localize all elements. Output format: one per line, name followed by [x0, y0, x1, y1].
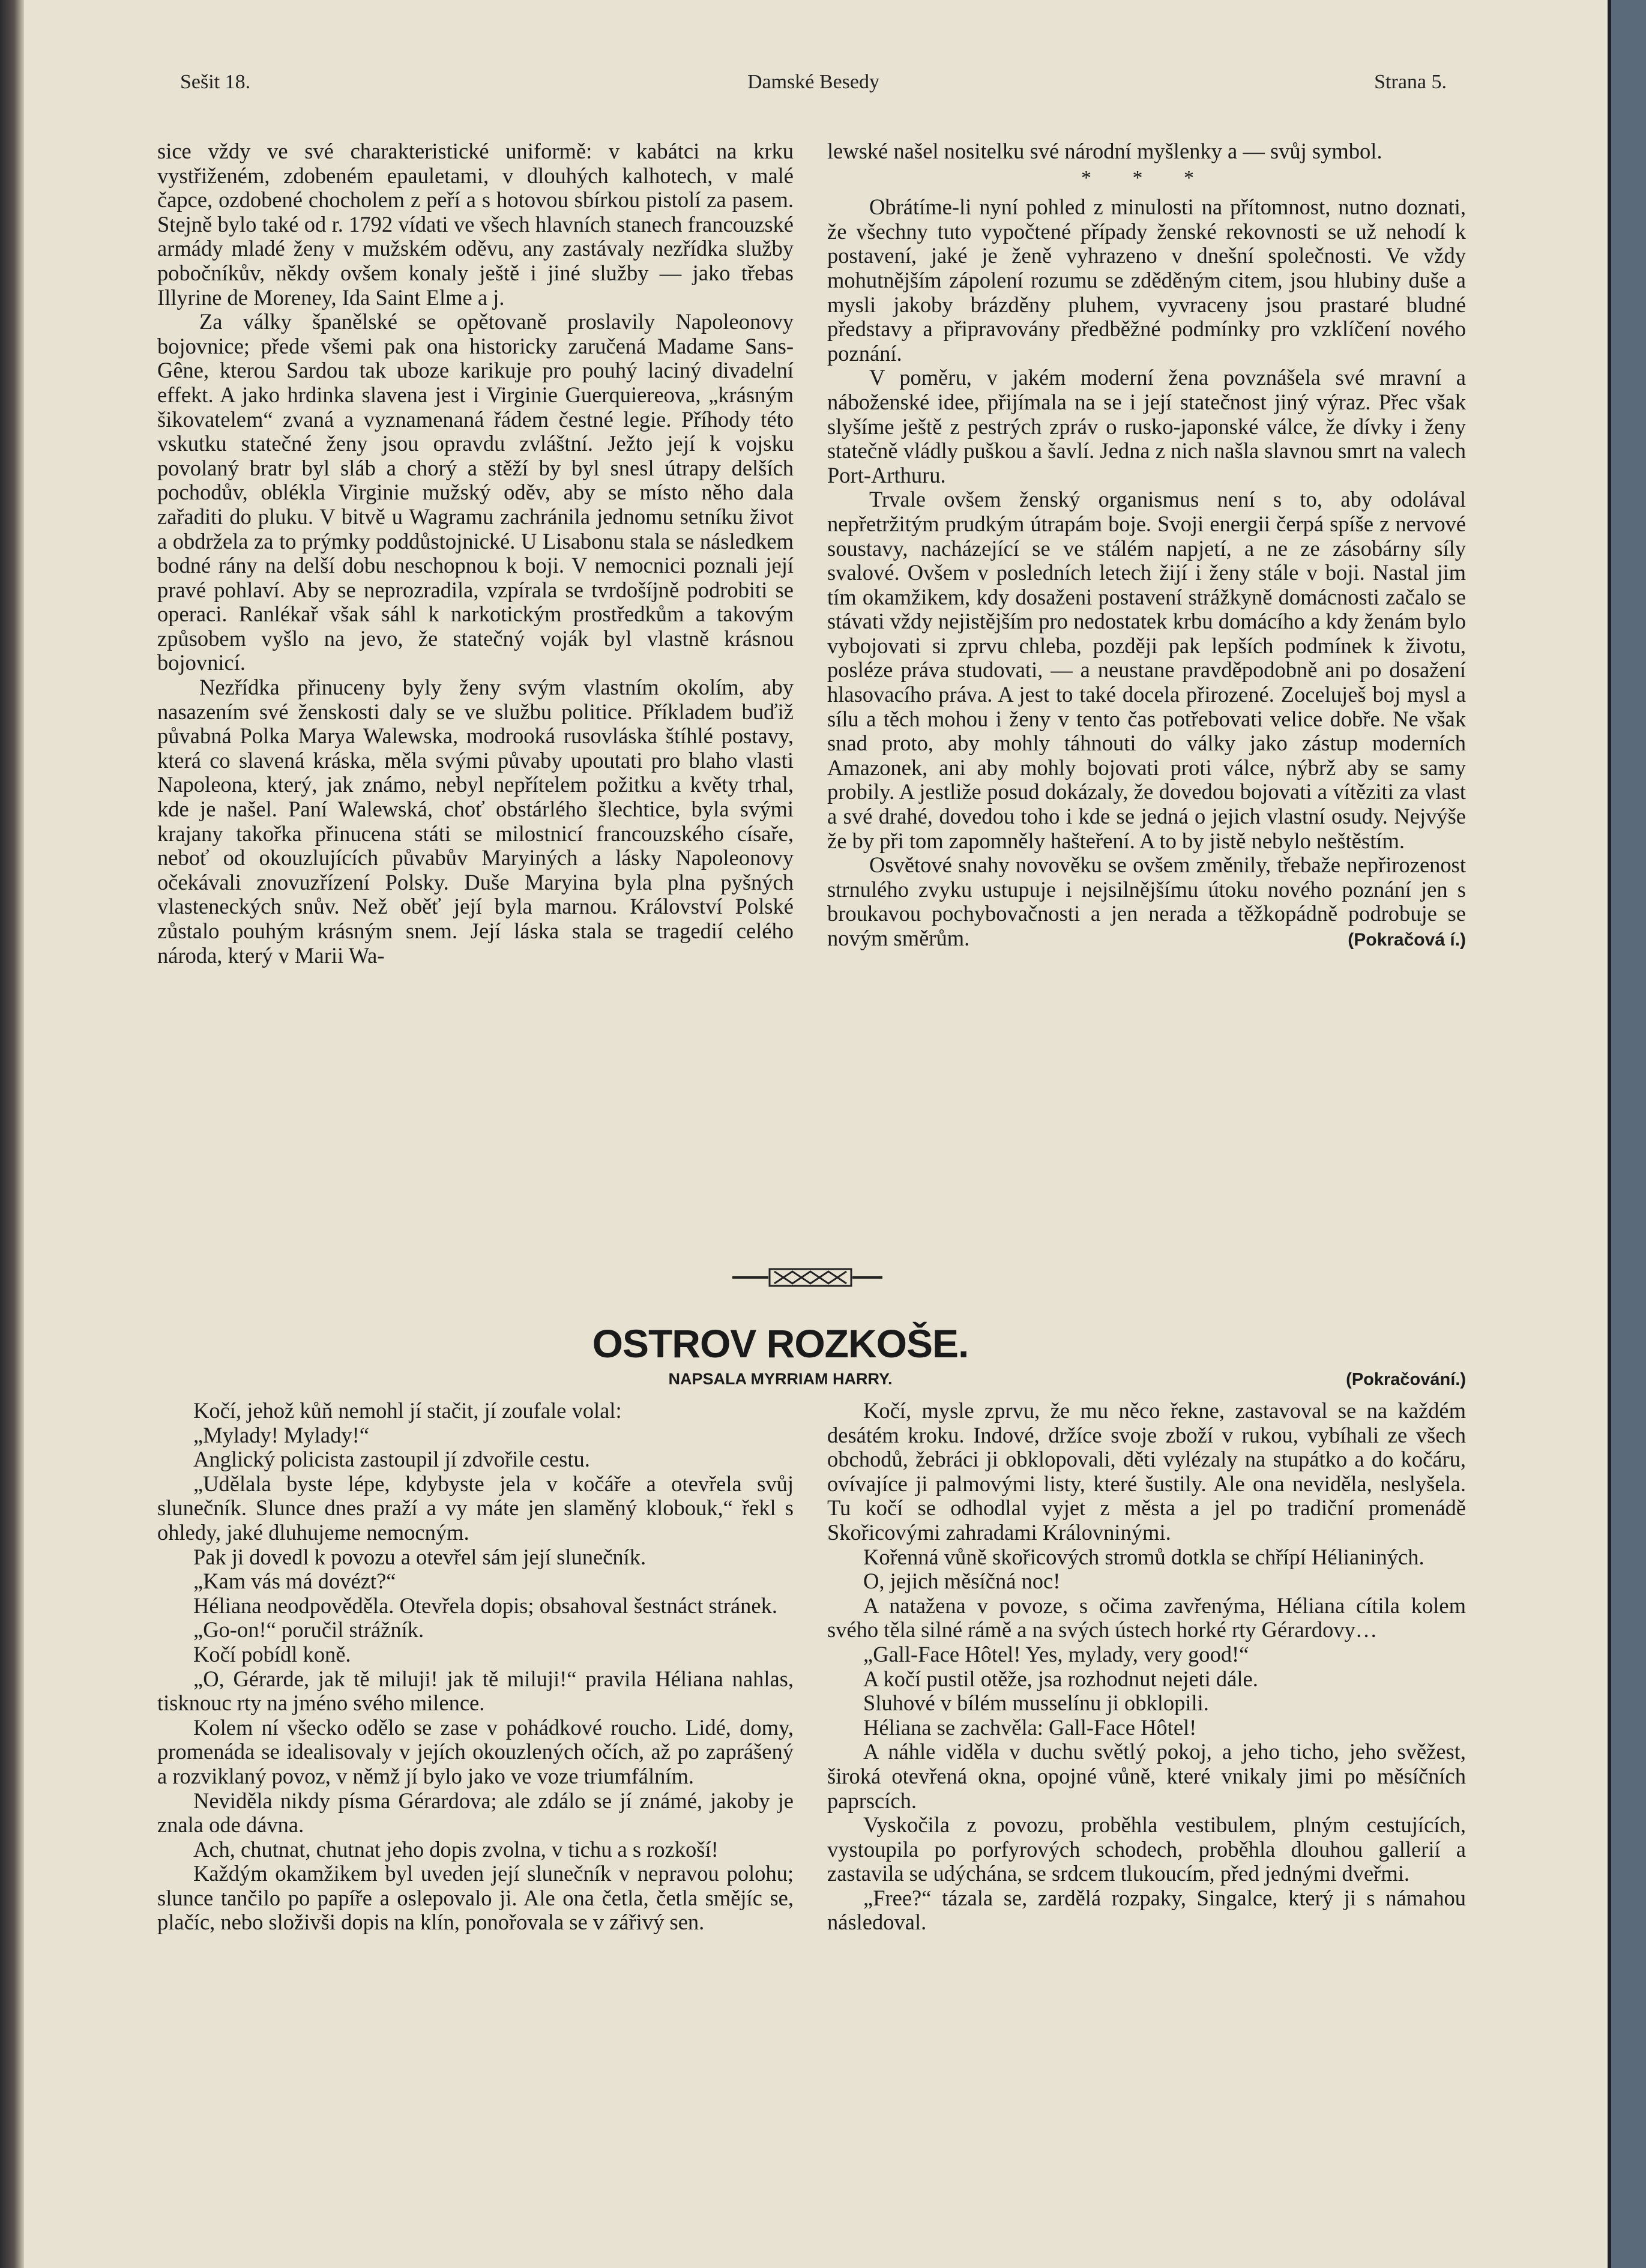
page-number: Strana 5.: [1374, 71, 1447, 93]
magazine-title: Damské Besedy: [747, 71, 879, 93]
paragraph: „Mylady! Mylady!“: [193, 1422, 369, 1447]
article-column-2: [827, 139, 1466, 952]
paragraph: O, jejich měsíčná noc!: [863, 1569, 1061, 1594]
paragraph: Každým okamžikem byl uveden její slunečník v nepravou polohu; slunce tančilo po papíře a oslepovalo ji. Ale ona četla, četla smějíc se, plačíc, nebo složivši dopis na klín, ponořovala se v zářivý sen.: [157, 1861, 794, 1935]
paragraph: „O, Gérarde, jak tě miluji! jak tě miluji!“ pravila Héliana nahlas, tisknouc rty na jméno svého milence.: [157, 1666, 794, 1716]
paragraph: Kořenná vůně skořicových stromů dotkla se chřípí Hélianiných.: [863, 1544, 1424, 1569]
running-header: [180, 71, 1447, 107]
paragraph: Nezřídka přinuceny byly ženy svým vlastním okolím, aby nasazením své ženskosti daly se ve službu politice. Příkladem buďiž půvabná Polka Marya Walewska, modrooká rusovláska štíhlé postavy, která co slavená kráska, měla svými půvaby upoutati pro blaho vlasti Napoleona, který, jak známo, nebyl nepřítelem požitku a květy trhal, kde je našel. Paní Walewská, choť obstárlého šlechtice, byla svými krajany takořka přinucena státi se milostnicí francouzského císaře, neboť od okouzlujících půvabův Maryiných a lásky Napoleonovy očekávali znovuzřízení Polsky. Duše Maryina byla plna pyšných vlasteneckých snův. Než oběť její byla marnou. Království Polské zůstalo pouhým krásným snem. Její láska stala se tragedií celého národa, který v Marii Wa-: [157, 675, 794, 968]
paragraph: lewské našel nositelku své národní myšlenky a — svůj symbol.: [827, 139, 1382, 163]
continuation-note: (Pokračová í.): [1348, 929, 1466, 950]
paragraph: sice vždy ve své charakteristické uniformě: v kabátci na krku vystřiženém, zdobeném epauletami, v dlouhých kalhotech, v malé čapce, ozdobené chocholem z peří a s hotovou sbírkou pistolí za pasem. Stejně bylo také od r. 1792 vídati ve všech hlavních stanech francouzské armády mladé ženy v mužském oděvu, any zastávaly nezřídka služby pobočníkův, někdy ovšem konaly ještě i jiné služby — jako třebas Illyrine de Moreney, Ida Saint Elme a j.: [157, 139, 794, 310]
page-edge: [1608, 0, 1646, 2268]
paragraph: Héliana neodpověděla. Otevřela dopis; obsahoval šestnáct stránek.: [193, 1593, 778, 1618]
paragraph: Anglický policista zastoupil jí zdvořile cestu.: [193, 1447, 590, 1472]
paragraph: „Gall-Face Hôtel! Yes, mylady, very good!“: [863, 1641, 1249, 1666]
story-continuation-note: (Pokračování.): [1346, 1370, 1466, 1389]
paragraph: Sluhové v bílém musselínu ji obklopili.: [863, 1690, 1209, 1716]
article-column-1: [157, 139, 794, 968]
paragraph: A natažena v povoze, s očima zavřenýma, Héliana cítila kolem svého těla silné rámě a na svých ústech horké rty Gérardovy…: [827, 1593, 1466, 1642]
story-byline: NAPSALA MYRRIAM HARRY.: [668, 1370, 893, 1388]
paragraph: Ach, chutnat, chutnat jeho dopis zvolna, v tichu a s rozkoší!: [193, 1836, 719, 1862]
paragraph: „Free?“ tázala se, zardělá rozpaky, Singalce, který ji s námahou následoval.: [827, 1885, 1466, 1935]
story-title: OSTROV ROZKOŠE.: [592, 1321, 969, 1366]
paragraph: „Go-on!“ poručil strážník.: [193, 1617, 424, 1642]
story-column-1: [157, 1399, 794, 1935]
story-column-2: [827, 1399, 1466, 1935]
paragraph: Kočí pobídl koně.: [193, 1641, 351, 1666]
paragraph: Trvale ovšem ženský organismus není s to, aby odolával nepřetržitým prudkým útrapám boje. Svoji energii čerpá spíše z nervové soustavy, nacházející se ve stálém napjetí, a ne ze zásobárny síly svalové. Ovšem v posledních letech žijí i ženy stále v boji. Nastal jim tím okamžikem, kdy dosaženi postavení strážkyně domácnosti začalo se stávati vždy nejistějším pro nedostatek krbu domácího a kdy ženám bylo vybojovati si zprvu chleba, později pak lepších podmínek k životu, posléze práva studovati, — a neustane pravděpodobně ani po dosažení hlasovacího práva. A jest to také docela přirozené. Zoceluješ boj mysl a sílu a těch mohou i ženy v tento čas potřebovati velice dobře. Ne však snad proto, aby mohly táhnouti do války jako zástup moderních Amazonek, ani aby mohly bojovati proti válce, nýbrž aby se samy probily. A jestliže posud dokázaly, že dovedou bojovati a vítěziti za vlast a své drahé, dovedou toho i kde se jedná o jejich vlastní osudy. Nejvýše že by při tom zapomněly hašteření. A to by jistě nebylo neštěstím.: [827, 487, 1466, 853]
paragraph: Osvětové snahy novověku se ovšem změnily, třebaže nepřirozenost strnulého zvyku ustupuje i nejsilnějšímu útoku nového poznání jen s broukavou pochybovačnosti a jen nerada a těžkopádně podrobuje se novým směrům.: [827, 852, 1466, 950]
paragraph: Obrátíme-li nyní pohled z minulosti na přítomnost, nutno doznati, že všechny tuto vypočtené případy ženské rekovnosti se už nehodí k postavení, jaké je ženě vyhrazeno v dnešní společnosti. Ve vždy mohutnějším zápolení rozumu se zděděným citem, jsou hlubiny duše a mysli jakoby brázděny pluhem, vyvraceny jsou prastaré bludné představy a připravovány předběžné podmínky pro vzklíčení nového poznání.: [827, 195, 1466, 366]
paragraph: Neviděla nikdy písma Gérardova; ale zdálo se jí známé, jakoby je znala ode dávna.: [157, 1788, 794, 1838]
section-break: * * *: [1081, 166, 1212, 189]
paragraph: „Udělala byste lépe, kdybyste jela v kočáře a otevřela svůj slunečník. Slunce dnes praží a vy máte jen slaměný klobouk,“ řekl s ohledy, jaké dluhujeme nemocným.: [157, 1471, 794, 1545]
book-spine: [0, 0, 24, 2268]
paragraph: Kolem ní všecko odělo se zase v pohádkové roucho. Lidé, domy, promenáda se idealisovaly v jejích okouzlených očích, až po zaprášený a rozviklaný povoz, v němž jí bylo jako ve voze triumfálním.: [157, 1715, 794, 1788]
paragraph: Pak ji dovedl k povozu a otevřel sám její slunečník.: [193, 1544, 647, 1569]
paragraph: A kočí pustil otěže, jsa rozhodnut nejeti dále.: [863, 1666, 1258, 1691]
paragraph: Héliana se zachvěla: Gall-Face Hôtel!: [863, 1715, 1197, 1740]
ornament-divider-icon: [732, 1265, 888, 1289]
paragraph: A náhle viděla v duchu světlý pokoj, a jeho ticho, jeho svěžest, široká otevřená okna, opojné vůně, které vnikaly jimi po měsíčních paprscích.: [827, 1739, 1466, 1813]
paragraph: „Kam vás má dovézt?“: [193, 1569, 396, 1594]
paragraph: V poměru, v jakém moderní žena povznášela své mravní a náboženské idee, přijímala na se i její statečnost jiný výraz. Přec však slyšíme ještě z pestrých zpráv o rusko-japonské válce, že dívky i ženy statečně vládly puškou a šavlí. Jedna z nich našla slavnou smrt na valech Port-Arthuru.: [827, 365, 1466, 487]
paragraph: Vyskočila z povozu, proběhla vestibulem, plným cestujících, vystoupila po porfyrových schodech, proběhla dlouhou gallerií a zastavila se udýchána, se srdcem tlukoucím, před jednými dveřmi.: [827, 1812, 1466, 1886]
issue-number: Sešit 18.: [180, 71, 251, 93]
paragraph: Za války španělské se opětovaně proslavily Napoleonovy bojovnice; přede všemi pak ona historicky zaručená Madame Sans-Gêne, kterou Sardou tak uboze karikuje pro pouhý laciný divadelní effekt. A jako hrdinka slavena jest i Virginie Guerquiereova, „krásným šikovatelem“ zvaná a vyznamenaná řádem čestné legie. Příhody této vskutku statečné ženy jsou opravdu zvláštní. Ježto její k vojsku povolaný bratr byl sláb a chorý a stěží by byl snesl útrapy delších pochodův, oblékla Virginie mužský oděv, aby se místo něho dala zařaditi do pluku. V bitvě u Wagramu zachránila jednomu setníku život a obdržela za to prýmky poddůstojnické. U Lisabonu stala se následkem bodné rány na delší dobu neschopnou k boji. V nemocnici poznali její pravé pohlaví. Aby se neprozradila, vzpírala se tvrdošíjně podrobiti se operaci. Ranlékař však sáhl k narkotickým prostředkům a takovým způsobem vyšlo na jevo, že statečný voják byl vlastně krásnou bojovnicí.: [157, 309, 794, 675]
paragraph: Kočí, mysle zprvu, že mu něco řekne, zastavoval se na každém desátém kroku. Indové, držíce svoje zboží v rukou, vybíhali ze všech obchodů, žebráci ji obklopovali, děti vylézaly na stupátko a do kočáru, ovívajíce ji palmovými listy, které šustily. Ale ona neviděla, neslyšela. Tu kočí se odhodlal vyjet z města a jel po tradiční promenádě Skořicovými zahradami Královninými.: [827, 1398, 1466, 1545]
paragraph: Kočí, jehož kůň nemohl jí stačit, jí zoufale volal:: [193, 1398, 622, 1423]
